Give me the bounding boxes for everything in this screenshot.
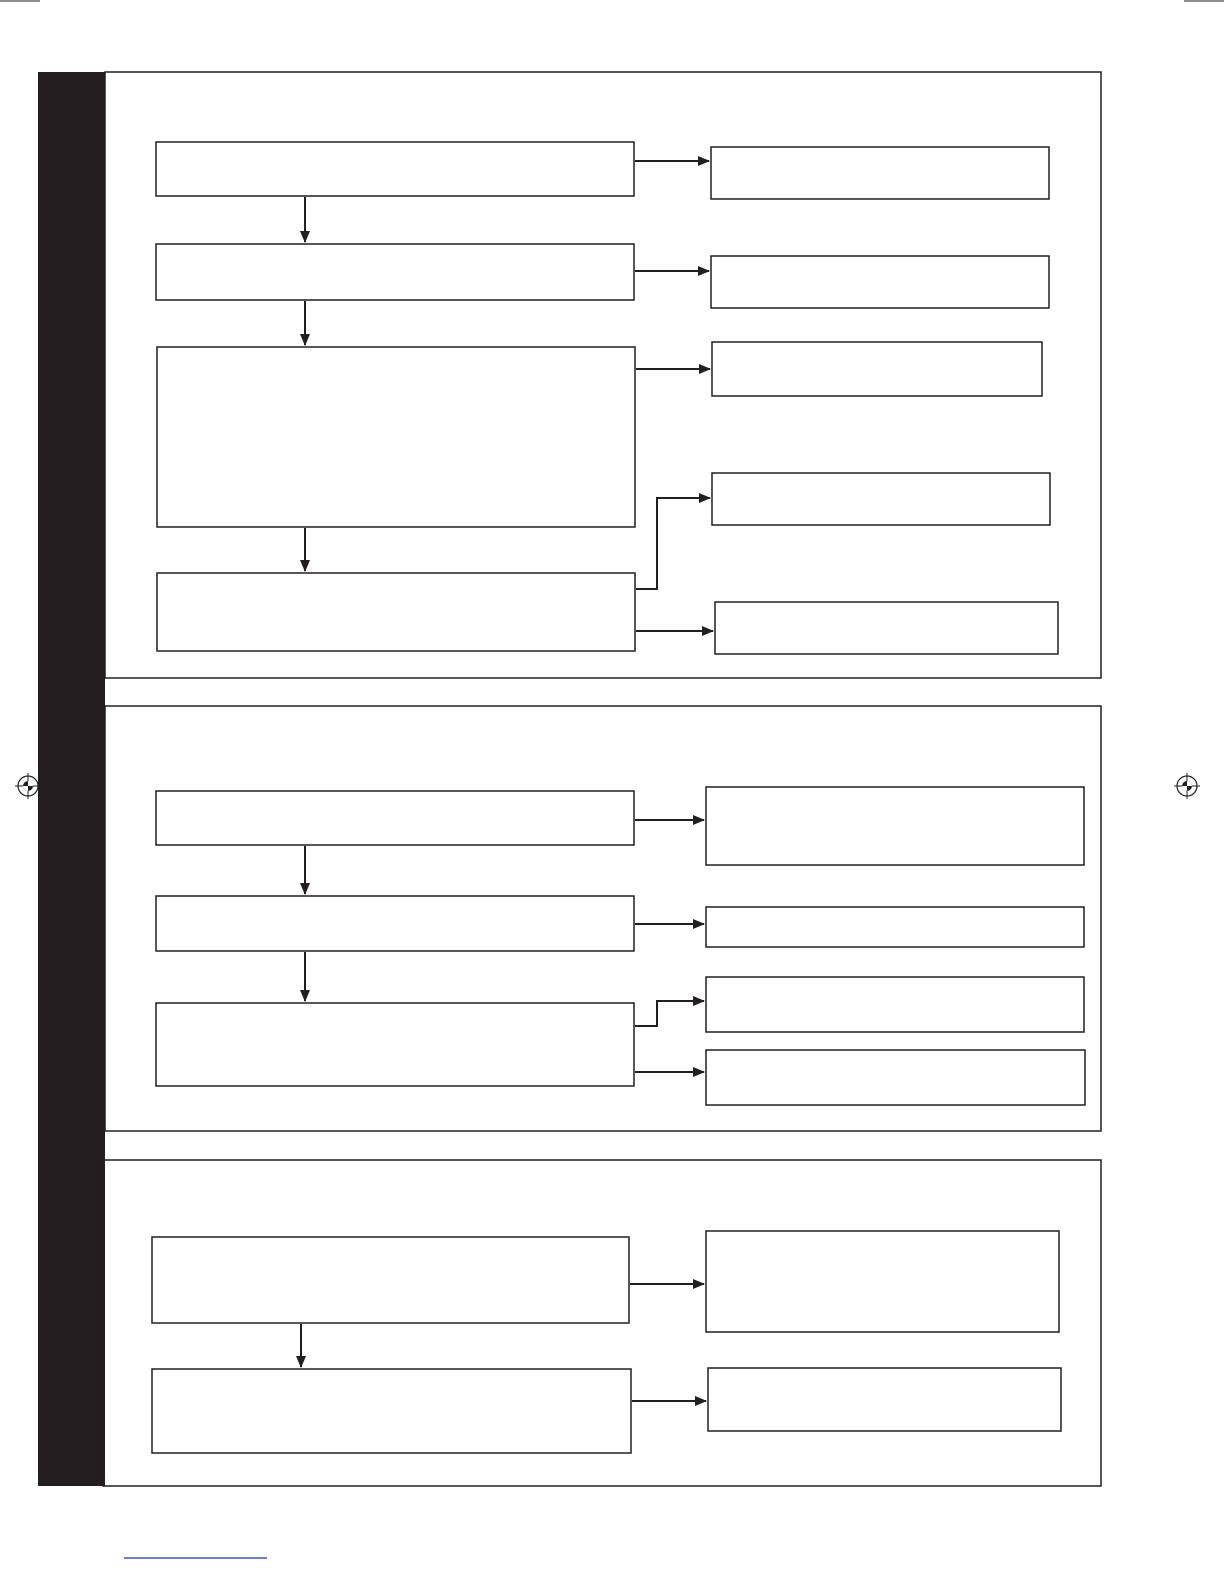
registration-mark-icon bbox=[1174, 773, 1200, 799]
step-box bbox=[156, 896, 634, 951]
step-box bbox=[156, 791, 634, 845]
step-box bbox=[156, 1003, 634, 1086]
result-box bbox=[706, 977, 1084, 1032]
result-box bbox=[712, 342, 1042, 396]
section-frame bbox=[105, 72, 1101, 678]
section-1 bbox=[105, 72, 1101, 678]
result-box bbox=[711, 147, 1049, 199]
step-box bbox=[156, 244, 634, 300]
step-box bbox=[152, 1369, 631, 1453]
elbow-arrow-icon bbox=[636, 498, 710, 589]
sidebar-bar bbox=[38, 72, 105, 1486]
step-box bbox=[156, 142, 634, 196]
result-box bbox=[706, 907, 1084, 947]
elbow-arrow-icon bbox=[635, 1001, 704, 1026]
registration-mark-icon bbox=[15, 773, 41, 799]
section-frame bbox=[105, 706, 1101, 1131]
section-3 bbox=[103, 1160, 1101, 1486]
result-box bbox=[706, 787, 1084, 865]
result-box bbox=[706, 1231, 1059, 1332]
result-box bbox=[708, 1368, 1061, 1431]
result-box bbox=[711, 256, 1049, 308]
step-box bbox=[152, 1237, 629, 1323]
result-box bbox=[712, 473, 1050, 525]
section-2 bbox=[105, 706, 1101, 1131]
step-box bbox=[157, 573, 635, 651]
result-box bbox=[715, 602, 1058, 654]
step-box bbox=[157, 347, 635, 527]
result-box bbox=[706, 1050, 1085, 1105]
